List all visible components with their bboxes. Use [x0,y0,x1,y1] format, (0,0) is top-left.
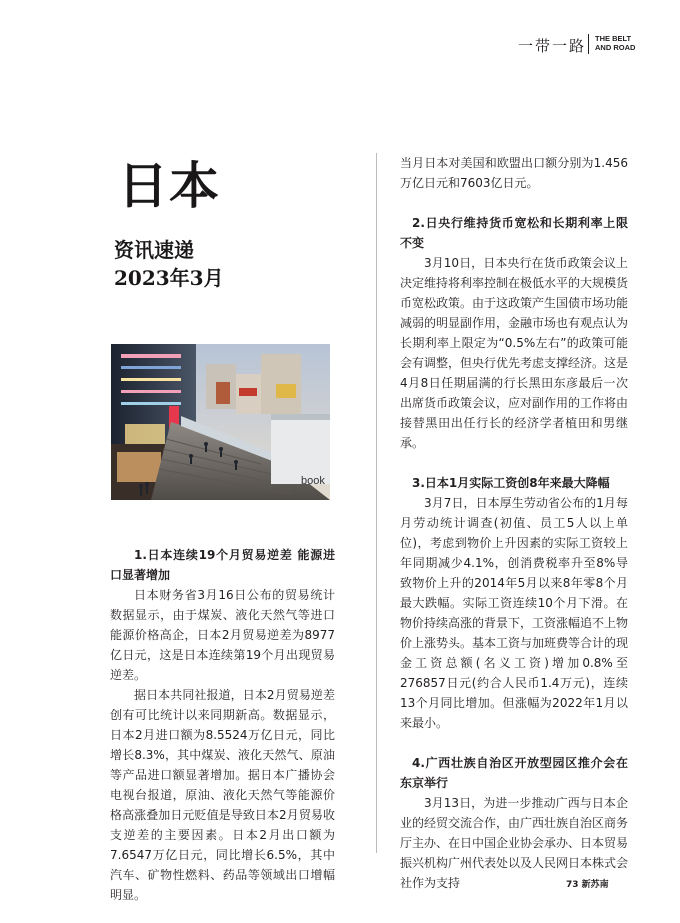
subtitle-line1: 资讯速递 [114,238,194,262]
news-heading-1: 1.日本连续19个月贸易逆差 能源进口显著增加 [110,548,335,582]
page-footer: 73 新苏南 [566,880,609,890]
news-paragraph-1b: 据日本共同社报道，日本2月贸易逆差创有可比统计以来同期新高。数据显示，日本2月进口额为8.5524万亿日元，同比增长8.3%，其中煤炭、液化天然气、原油等产品进口额显著增加。据日本广播协会电视台报道，原油、液化天然气等能源价格高涨叠加日元贬值是导致日本2月贸易收支逆差的主要因素。日本2月出口额为7.6547万亿日元，同比增长6.5%，其中汽车、矿物性燃料、药品等领域出口增幅明显。 [110,688,335,902]
news-paragraph-4: 3月13日，为进一步推动广西与日本企业的经贸交流合作，由广西壮族自治区商务厅主办、在日中国企业协会承办、日本贸易振兴机构广州代表处以及人民网日本株式会社作为支持 [400,796,629,890]
column-divider [376,153,377,853]
section-title-en [595,34,635,52]
page-subtitle [114,236,224,292]
news-paragraph-2: 3月10日，日本央行在货币政策会议上决定维持将利率控制在极低水平的大规模货币宽松政策。由于这政策产生国债市场功能减弱的明显副作用，金融市场也有观点认为长期利率上限定为“0.5%左右”的政策可能会有调整，但央行优先考虑支撑经济。这是4月8日任期届满的行长黑田东彦最后一次出席货币政策会议，应对副作用的工作将由接替黑田出任行长的经济学者植田和男继承。 [400,256,629,450]
news-paragraph-3: 3月7日，日本厚生劳动省公布的1月每月劳动统计调查(初值、员工5人以上单位)，考虑到物价上升因素的实际工资较上年同期减少4.1%，创消费税率升至8%导致物价上升的2014年5月以来8年零8个月最大跌幅。实际工资连续10个月下滑。在物价持续高涨的背景下，工资涨幅追不上物价上涨势头。基本工资与加班费等合计的现金工资总额(名义工资)增加0.8%至276857日元(约合人民币1.4万元)，连续13个月同比增加。但涨幅为2022年1月以来最小。 [400,496,629,730]
right-column [400,153,628,893]
page-title: 日本 [118,157,220,215]
section-title-cn: 一带一路 [518,37,587,55]
subtitle-line2: 2023年3月 [114,266,224,290]
photo-sign-text: book [301,475,325,487]
news-heading-4: 4.广西壮族自治区开放型园区推介会在东京举行 [400,756,628,790]
header-divider [588,34,589,54]
news-paragraph-1c: 当月日本对美国和欧盟出口额分别为1.456万亿日元和7603亿日元。 [400,156,628,190]
spacer [400,193,628,213]
news-heading-3: 3.日本1月实际工资创8年来最大降幅 [412,476,610,490]
section-header [518,32,668,58]
street-photo [111,344,330,500]
spacer [400,453,628,473]
news-heading-2: 2.日央行维持货币宽松和长期利率上限不变 [400,216,628,250]
section-title-en-line1: THE BELT [595,34,632,43]
spacer [400,733,628,753]
section-title-en-line2: AND ROAD [595,43,636,52]
news-paragraph-1a: 日本财务省3月16日公布的贸易统计数据显示，由于煤炭、液化天然气等进口能源价格高企，日本2月贸易逆差为8977亿日元，这是日本连续第19个月出现贸易逆差。 [110,588,335,682]
left-column [110,545,335,905]
